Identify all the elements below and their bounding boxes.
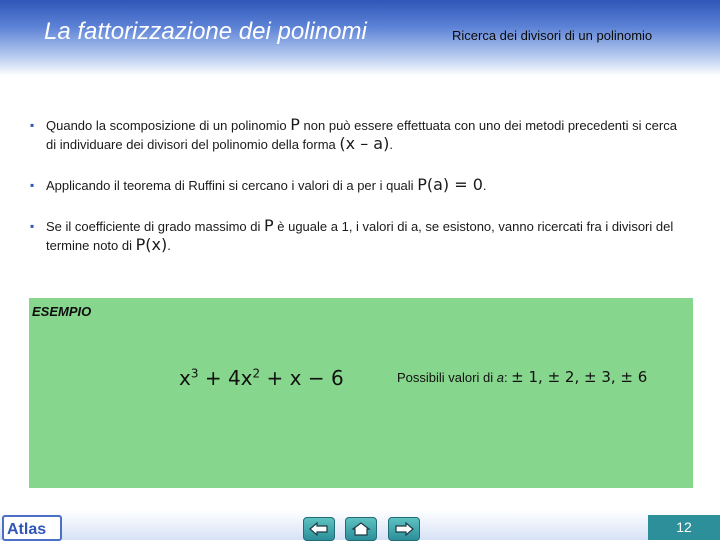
arrow-left-icon — [308, 521, 330, 537]
bullet-2-symbol-a: P(a) = 0 — [417, 175, 483, 194]
bullet-icon: ▪ — [30, 118, 35, 132]
values-list: ± 1, ± 2, ± 3, ± 6 — [511, 368, 648, 386]
poly-term-1: x — [179, 366, 191, 390]
atlas-logo — [2, 515, 62, 541]
bullet-list — [30, 116, 690, 277]
bullet-item-1 — [30, 116, 690, 154]
bullet-2-text-b: . — [482, 178, 487, 193]
home-button[interactable] — [345, 517, 377, 541]
example-label: ESEMPIO — [32, 304, 92, 319]
bullet-3-symbol-a: P — [263, 216, 274, 235]
example-polynomial — [179, 366, 344, 390]
atlas-logo-text: Atlas — [7, 521, 47, 538]
example-box — [29, 298, 693, 488]
header-bar — [0, 0, 720, 76]
arrow-right-icon — [393, 521, 415, 537]
values-variable: a — [496, 370, 504, 385]
poly-term-3: + x − 6 — [260, 366, 344, 390]
bullet-3-text-b: è uguale a 1, i valori di a, se esistono, vanno ricercati fra i divisori del termine noto di — [46, 219, 674, 253]
bullet-2-text-a: Applicando il teorema di Ruffini si cercano i valori di a per i quali — [46, 178, 418, 193]
page-number: 12 — [648, 515, 720, 540]
bullet-item-3 — [30, 217, 690, 255]
poly-exponent-1: 3 — [190, 366, 199, 381]
page-subtitle: Ricerca dei divisori di un polinomio — [452, 28, 653, 43]
bullet-1-text-b: non può essere effettuata con uno dei metodi precedenti si cerca di individuare dei divisori del polinomio della forma — [46, 118, 677, 152]
previous-button[interactable] — [303, 517, 335, 541]
atlas-logo-icon — [4, 517, 60, 539]
bullet-1-symbol-b: (x – a) — [339, 134, 390, 153]
bullet-1-text-c: . — [389, 137, 393, 152]
bullet-3-symbol-b: P(x) — [135, 235, 168, 254]
home-icon — [350, 521, 372, 537]
bullet-1-symbol-a: P — [290, 115, 300, 134]
values-colon: : — [503, 370, 512, 385]
next-button[interactable] — [388, 517, 420, 541]
poly-term-2: + 4x — [198, 366, 253, 390]
values-prefix: Possibili valori di — [397, 370, 497, 385]
bullet-1-text-a: Quando la scomposizione di un polinomio — [46, 118, 291, 133]
possible-values — [397, 368, 647, 386]
bullet-icon: ▪ — [30, 178, 35, 192]
bullet-3-text-a: Se il coefficiente di grado massimo di — [46, 219, 264, 234]
bullet-icon: ▪ — [30, 219, 35, 233]
poly-exponent-2: 2 — [252, 366, 261, 381]
page-title: La fattorizzazione dei polinomi — [44, 18, 367, 45]
bullet-item-2 — [30, 176, 690, 195]
bullet-3-text-c: . — [167, 238, 171, 253]
